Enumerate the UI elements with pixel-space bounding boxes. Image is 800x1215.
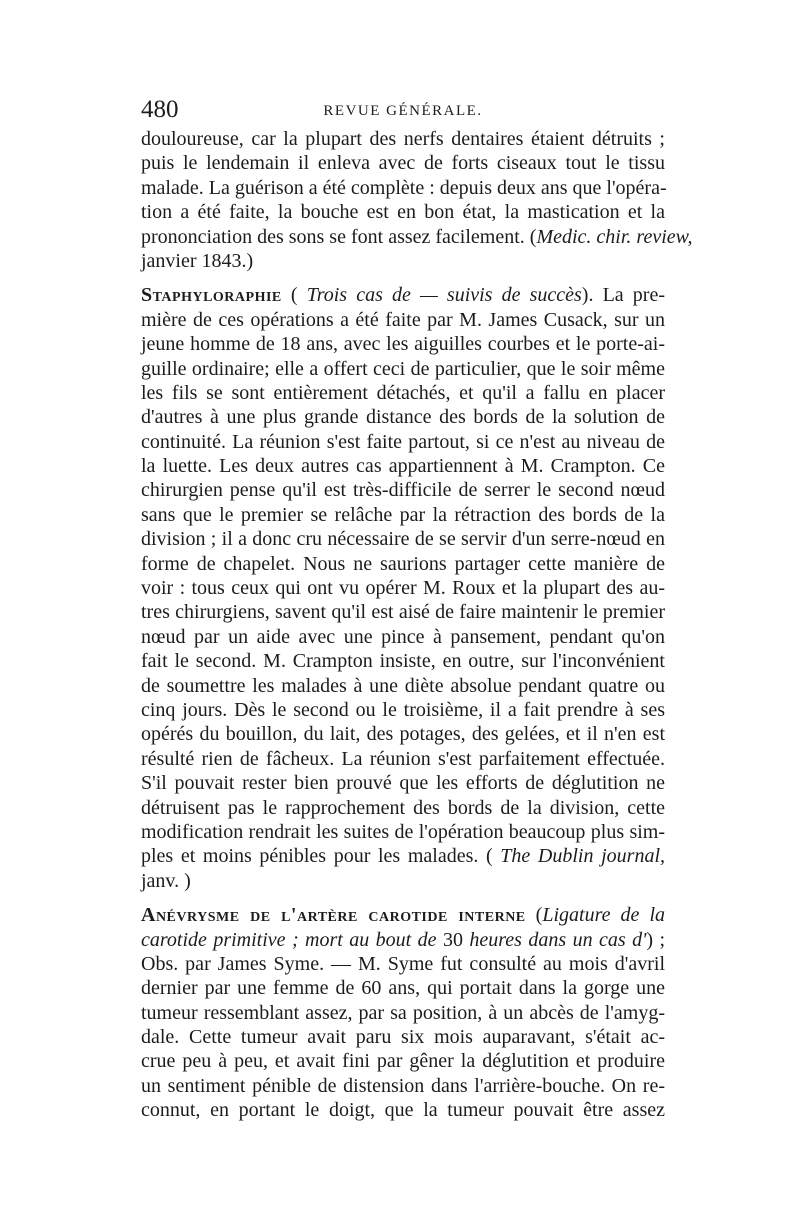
text-line: dale. Cette tumeur avait paru six mois auparavant, s'était ac- <box>141 1026 665 1049</box>
text-line: Obs. par James Syme. — M. Syme fut consulté au mois d'avril <box>141 952 665 975</box>
text-line: un sentiment pénible de distension dans l'arrière-bouche. On re- <box>141 1074 665 1097</box>
page-header <box>141 95 665 125</box>
text-line: janvier 1843.) <box>141 249 254 272</box>
running-head: REVUE GÉNÉRALE. <box>323 103 483 119</box>
text-line: opérés du bouillon, du lait, des potages, des gelées, et il n'en est <box>141 723 665 746</box>
heading-subtitle: Trois cas de — suivis de succès <box>306 284 582 307</box>
text-line: division ; il a donc cru nécessaire de se servir d'un serre-nœud en <box>141 528 665 551</box>
text-line: la luette. Les deux autres cas appartiennent à M. Crampton. Ce <box>141 455 665 478</box>
paragraph-staphyloraphie <box>141 283 665 893</box>
text-segment: ( <box>281 284 307 307</box>
section-heading: Staphyloraphie <box>141 284 282 307</box>
text-line <box>141 903 665 927</box>
text-line: nœud par un aide avec une pince à pansement, pendant qu'on <box>141 625 665 648</box>
text-line: jeune homme de 18 ans, avec les aiguilles courbes et le porte-ai- <box>141 333 665 356</box>
text-line: tres chirurgiens, savent qu'il est aisé de faire maintenir le premier <box>141 601 665 624</box>
text-line: fait le second. M. Crampton insiste, en outre, sur l'inconvénient <box>141 650 665 673</box>
heading-subtitle: Ligature de la <box>542 904 665 927</box>
text-segment: ( <box>525 904 543 927</box>
text-line: voir : tous ceux qui ont vu opérer M. Roux et la plupart des au- <box>141 577 665 600</box>
text-line: détruisent pas le rapprochement des bords de la division, cette <box>141 796 665 819</box>
text-segment: ). La pre- <box>581 284 665 307</box>
text-line: tumeur ressemblant assez, par sa position, à un abcès de l'amyg- <box>141 1001 665 1024</box>
heading-subtitle: heures dans un cas d' <box>469 928 647 951</box>
text-line: tion a été faite, la bouche est en bon état, la mastication et la <box>141 201 665 224</box>
text-line <box>141 225 693 249</box>
text-line: de soumettre les malades à une diète absolue pendant quatre ou <box>141 674 665 697</box>
paragraph-dental <box>141 127 693 273</box>
text-line: S'il pouvait rester bien prouvé que les efforts de déglutition ne <box>141 772 665 795</box>
text-line: crue peu à peu, et avait fini par gêner la déglutition et produire <box>141 1050 665 1073</box>
text-line: cinq jours. Dès le second ou le troisième, il a fait prendre à ses <box>141 698 665 721</box>
page-body <box>141 127 693 1123</box>
section-heading: Anévrysme de l'artère carotide interne <box>141 904 526 927</box>
text-segment: prononciation des sons se font assez facilement. ( <box>141 225 537 248</box>
text-line <box>141 283 665 307</box>
page-number: 480 <box>141 96 179 123</box>
text-line: continuité. La réunion s'est faite partout, si ce n'est au niveau de <box>141 430 665 453</box>
text-line: sans que le premier se relâche par la rétraction des bords de la <box>141 503 665 526</box>
text-line: douloureuse, car la plupart des nerfs dentaires étaient détruits ; <box>141 128 665 150</box>
text-segment: ples et moins pénibles pour les malades. ( <box>141 845 501 868</box>
text-line: dernier par une femme de 60 ans, qui portait dans la gorge une <box>141 977 665 1000</box>
text-line: guille ordinaire; elle a offert ceci de particulier, que le soir même <box>141 357 665 380</box>
heading-subtitle: carotide primitive ; mort au bout de <box>141 928 437 951</box>
text-line <box>141 844 665 868</box>
text-line: chirurgien pense qu'il est très-difficile de serrer le second nœud <box>141 479 665 502</box>
text-line: forme de chapelet. Nous ne saurions partager cette manière de <box>141 552 665 575</box>
source-citation: Medic. chir. review, <box>536 225 693 248</box>
source-citation: The Dublin journal, <box>500 845 666 868</box>
text-segment: 30 <box>436 928 470 951</box>
text-line: résulté rien de fâcheux. La réunion s'est parfaitement effectuée. <box>141 747 665 770</box>
text-segment: ) ; <box>646 928 665 951</box>
text-line: janv. ) <box>141 869 191 892</box>
text-line: mière de ces opérations a été faite par M. James Cusack, sur un <box>141 308 665 331</box>
text-line: les fils se sont entièrement détachés, et qu'il a fallu en placer <box>141 381 665 404</box>
text-line: connut, en portant le doigt, que la tumeur pouvait être assez <box>141 1099 665 1122</box>
text-line: d'autres à une plus grande distance des bords de la solution de <box>141 406 665 429</box>
text-line <box>141 928 665 952</box>
text-line: puis le lendemain il enleva avec de forts ciseaux tout le tissu <box>141 152 665 175</box>
text-line: modification rendrait les suites de l'opération beaucoup plus sim- <box>141 820 665 843</box>
text-line: malade. La guérison a été complète : depuis deux ans que l'opéra- <box>141 176 667 199</box>
paragraph-anevrysme <box>141 903 665 1123</box>
